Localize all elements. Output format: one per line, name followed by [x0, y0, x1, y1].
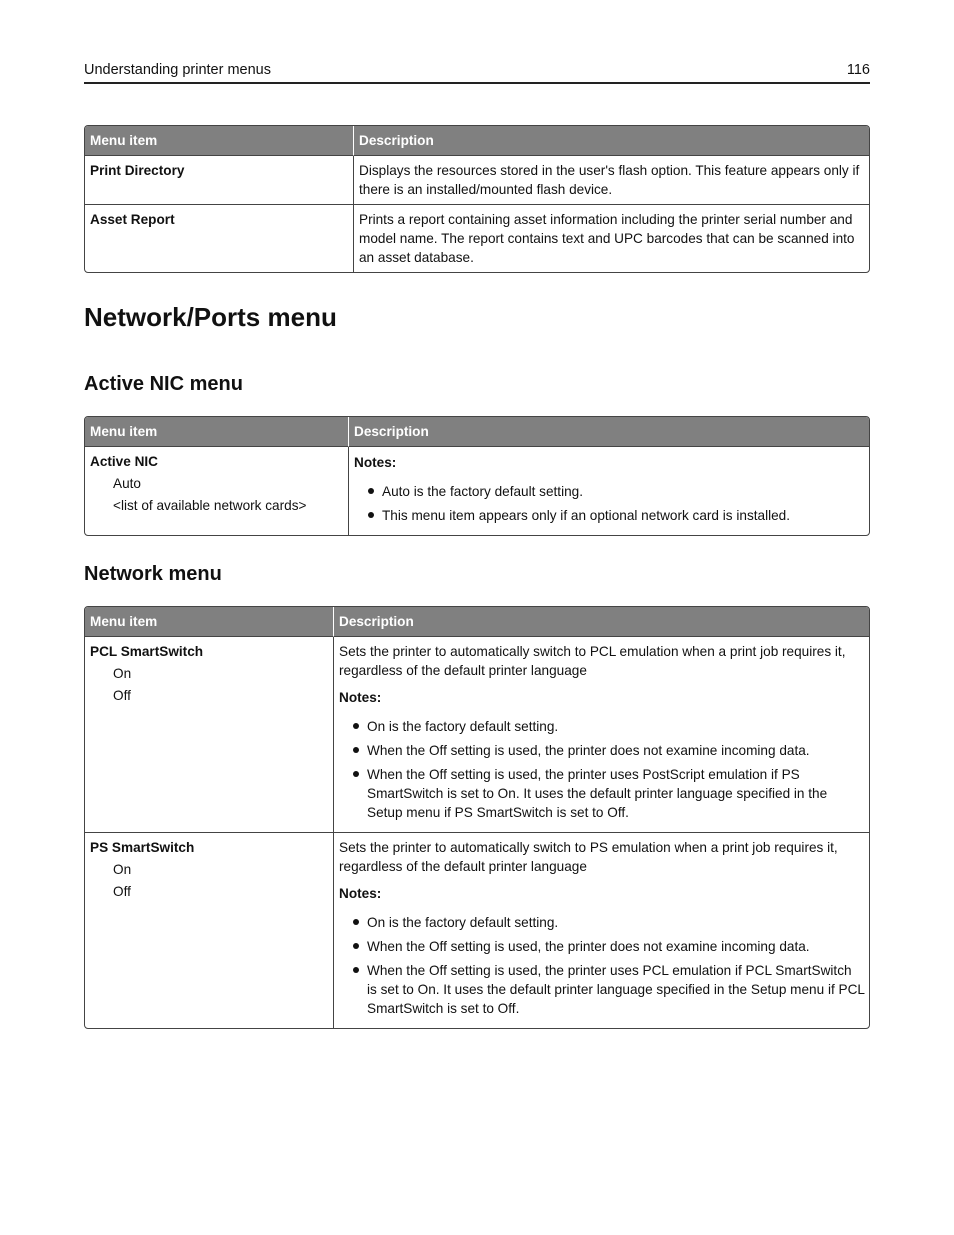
- menu-item-name: PS SmartSwitch: [90, 840, 195, 855]
- note-item: When the Off setting is used, the printer uses PostScript emulation if PS SmartSwitch is set to On. It uses the default printer language specified in the Setup menu if PS SmartSwitch is set to Off.: [339, 765, 865, 822]
- utilities-menu-table: [84, 125, 870, 273]
- column-header-description: Description: [353, 126, 869, 156]
- notes-list: [339, 717, 865, 822]
- table-row: [85, 447, 869, 535]
- note-item: When the Off setting is used, the printer uses PCL emulation if PCL SmartSwitch is set to On. It uses the default printer language specified in the Setup menu if PCL SmartSwitch is set to Off.: [339, 961, 865, 1018]
- notes-list: [354, 482, 865, 525]
- column-header-menu-item: Menu item: [85, 126, 353, 156]
- note-item: When the Off setting is used, the printer does not examine incoming data.: [339, 937, 865, 956]
- header-title: Understanding printer menus: [84, 62, 271, 78]
- note-item: This menu item appears only if an optional network card is installed.: [354, 506, 865, 525]
- page-number: 116: [846, 62, 870, 78]
- column-header-menu-item: Menu item: [85, 417, 348, 447]
- active-nic-table: [84, 416, 870, 536]
- menu-option: On: [113, 862, 132, 877]
- menu-option: Auto: [113, 476, 141, 491]
- menu-option: Off: [113, 688, 131, 703]
- note-item: On is the factory default setting.: [339, 913, 865, 932]
- table-row: [85, 637, 869, 832]
- menu-item-name: Print Directory: [90, 163, 185, 178]
- menu-option: On: [113, 666, 132, 681]
- note-item: Auto is the factory default setting.: [354, 482, 865, 501]
- menu-item-description: Sets the printer to automatically switch to PS emulation when a print job requires it, regardless of the default printer language: [339, 840, 838, 874]
- network-menu-table: [84, 606, 870, 1029]
- column-header-menu-item: Menu item: [85, 607, 333, 637]
- notes-label: Notes:: [339, 690, 382, 705]
- notes-label: Notes:: [339, 886, 382, 901]
- menu-option: Off: [113, 884, 131, 899]
- column-header-description: Description: [348, 417, 869, 447]
- menu-item-name: Asset Report: [90, 212, 175, 227]
- table-row: [85, 832, 869, 1028]
- menu-item-description: Prints a report containing asset information including the printer serial number and model name. The report contains text and UPC barcodes that can be scanned into an asset database.: [359, 212, 855, 265]
- subsection-title-network: Network menu: [84, 563, 222, 585]
- menu-item-description: Sets the printer to automatically switch to PCL emulation when a print job requires it, regardless of the default printer language: [339, 644, 846, 678]
- table-row: [85, 204, 869, 272]
- menu-item-name: Active NIC: [90, 454, 158, 469]
- column-header-description: Description: [333, 607, 869, 637]
- menu-option: <list of available network cards>: [113, 498, 307, 513]
- notes-label: Notes:: [354, 455, 397, 470]
- menu-item-description: Displays the resources stored in the user's flash option. This feature appears only if there is an installed/mounted flash device.: [359, 163, 860, 197]
- table-row: [85, 156, 869, 204]
- notes-list: [339, 913, 865, 1018]
- note-item: On is the factory default setting.: [339, 717, 865, 736]
- menu-item-name: PCL SmartSwitch: [90, 644, 204, 659]
- subsection-title-active-nic: Active NIC menu: [84, 373, 243, 395]
- note-item: When the Off setting is used, the printer does not examine incoming data.: [339, 741, 865, 760]
- section-title: Network/Ports menu: [84, 302, 337, 332]
- page-header: [84, 60, 870, 84]
